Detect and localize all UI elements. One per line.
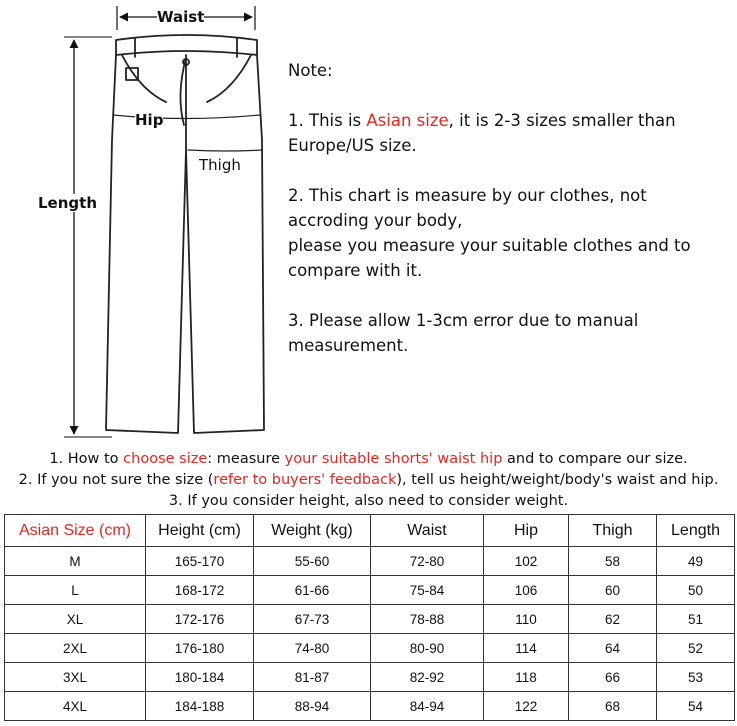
note-item-3-line1: 3. Please allow 1-3cm error due to manual [288,311,639,330]
table-row [5,547,735,576]
cell-height: 172-176 [146,605,254,634]
cell-hip: 114 [484,634,569,663]
thigh-label: Thigh [199,156,241,174]
cell-thigh: 66 [569,663,657,692]
instruction-line-3: 3. If you consider height, also need to consider weight. [168,493,569,509]
instruction-1-text-b: : measure [207,451,285,467]
cell-waist: 78-88 [371,605,484,634]
pants-illustration [0,0,285,445]
cell-height: 184-188 [146,692,254,721]
header-waist: Waist [371,515,484,547]
table-row [5,605,735,634]
note-item-2-line2: accroding your body, [288,211,463,230]
table-row [5,663,735,692]
cell-weight: 67-73 [254,605,371,634]
table-header-row [5,515,735,547]
cell-size: XL [5,605,146,634]
cell-size: M [5,547,146,576]
cell-hip: 110 [484,605,569,634]
cell-size: 2XL [5,634,146,663]
cell-length: 52 [657,634,735,663]
cell-waist: 82-92 [371,663,484,692]
cell-thigh: 68 [569,692,657,721]
cell-length: 49 [657,547,735,576]
waist-label: Waist [157,8,205,26]
note-title: Note: [288,61,333,80]
cell-waist: 80-90 [371,634,484,663]
table-row [5,692,735,721]
length-label: Length [38,194,97,212]
pants-diagram [0,0,285,445]
cell-height: 180-184 [146,663,254,692]
cell-hip: 106 [484,576,569,605]
cell-length: 50 [657,576,735,605]
instruction-1-text-c: and to compare our size. [502,451,688,467]
cell-hip: 122 [484,692,569,721]
instruction-2-highlight: refer to buyers' feedback [213,472,397,488]
instruction-2-text-a: 2. If you not sure the size ( [18,472,214,488]
cell-weight: 88-94 [254,692,371,721]
instruction-2-text-b: ), tell us height/weight/body's waist and hip. [396,472,719,488]
cell-height: 176-180 [146,634,254,663]
note-item-1-highlight: Asian size [366,111,449,130]
cell-waist: 75-84 [371,576,484,605]
cell-length: 53 [657,663,735,692]
cell-weight: 74-80 [254,634,371,663]
instruction-1-text-a: 1. How to [49,451,124,467]
cell-hip: 118 [484,663,569,692]
header-length: Length [657,515,735,547]
cell-length: 51 [657,605,735,634]
cell-height: 168-172 [146,576,254,605]
cell-weight: 55-60 [254,547,371,576]
header-height: Height (cm) [146,515,254,547]
header-weight: Weight (kg) [254,515,371,547]
table-row [5,576,735,605]
header-thigh: Thigh [569,515,657,547]
instruction-1-highlight-b: your suitable shorts' waist hip [284,451,503,467]
instruction-line-1 [0,449,737,470]
note-item-1-post: , it is 2-3 sizes smaller than [448,111,676,130]
cell-size: 4XL [5,692,146,721]
table-row [5,634,735,663]
note-item-1-pre: 1. This is [288,111,367,130]
instructions [0,449,737,512]
cell-thigh: 60 [569,576,657,605]
cell-hip: 102 [484,547,569,576]
note-item-2-line3: please you measure your suitable clothes and to [288,236,691,255]
size-table [4,514,735,721]
note-item-2-line4: compare with it. [288,261,423,280]
cell-weight: 81-87 [254,663,371,692]
cell-thigh: 58 [569,547,657,576]
cell-size: L [5,576,146,605]
cell-weight: 61-66 [254,576,371,605]
note-section [288,58,733,358]
cell-length: 54 [657,692,735,721]
header-hip: Hip [484,515,569,547]
cell-thigh: 62 [569,605,657,634]
note-item-3-line2: measurement. [288,336,409,355]
cell-size: 3XL [5,663,146,692]
instruction-1-highlight-a: choose size [123,451,208,467]
cell-waist: 84-94 [371,692,484,721]
note-item-1-line2: Europe/US size. [288,136,417,155]
hip-label: Hip [135,111,164,129]
header-asian-size: Asian Size (cm) [5,515,146,547]
cell-waist: 72-80 [371,547,484,576]
note-item-1 [288,108,733,133]
instruction-line-2 [0,470,737,491]
cell-thigh: 64 [569,634,657,663]
note-item-2-line1: 2. This chart is measure by our clothes, not [288,186,647,205]
cell-height: 165-170 [146,547,254,576]
